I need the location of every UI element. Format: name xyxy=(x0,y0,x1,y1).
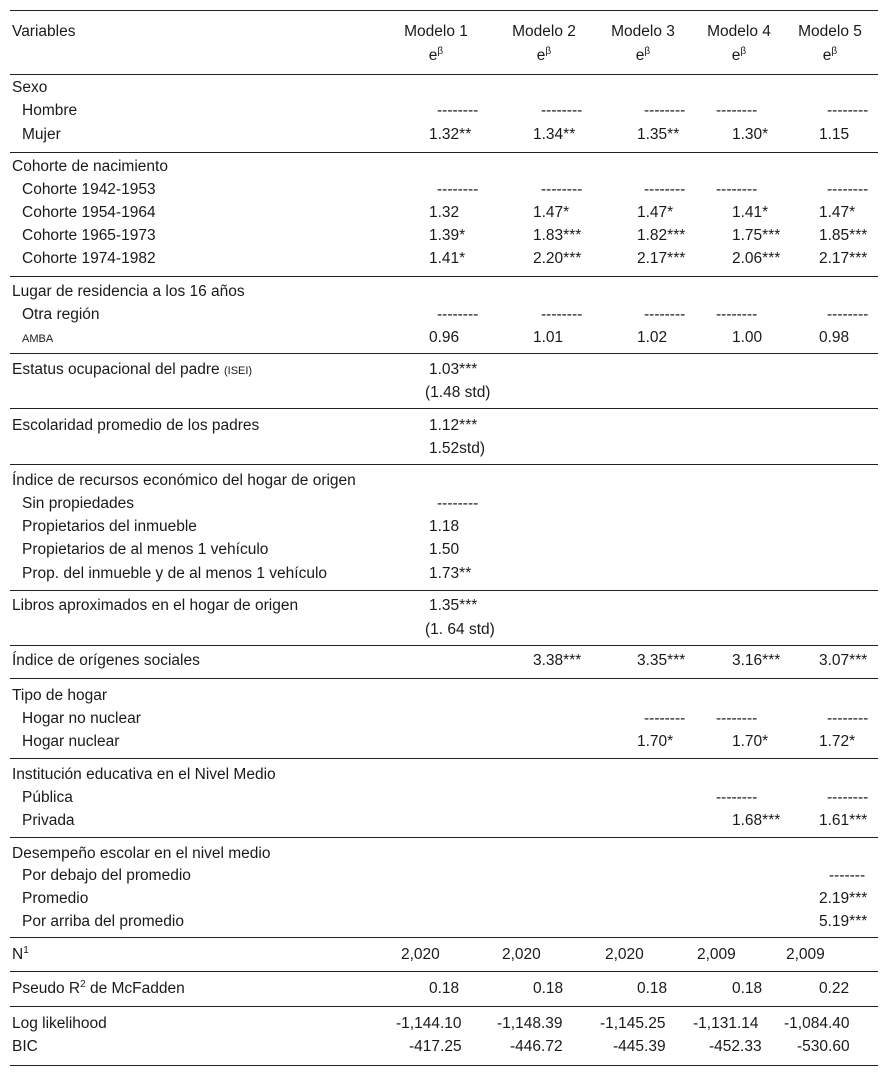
header-model-4: Modelo 4 xyxy=(707,23,771,40)
cohorte-val: 1.41* xyxy=(429,250,466,267)
escolaridad-title: Escolaridad promedio de los padres xyxy=(12,417,260,434)
n-val-5: 2,009 xyxy=(786,946,825,963)
institucion-privada-val-4: 1.68*** xyxy=(732,812,781,829)
desempeno-debajo-label: Por debajo del promedio xyxy=(22,867,191,884)
lugar-amba-label: AMBA xyxy=(22,333,54,345)
cohorte-val: 1.47* xyxy=(533,204,570,221)
header-coef-1: $e^\beta$ xyxy=(428,46,444,64)
lugar-dash-3: -------- xyxy=(644,306,686,323)
header-coef-3: $e^\beta$ xyxy=(635,46,651,64)
cohorte-val: 1.32 xyxy=(429,204,460,221)
n-val-3: 2,020 xyxy=(605,946,644,963)
cohorte-row-label: Cohorte 1954-1964 xyxy=(22,204,156,221)
cohorte-val: 2.17*** xyxy=(637,250,686,267)
cohorte-val: 1.47* xyxy=(637,204,674,221)
hogar-dash-3: -------- xyxy=(644,710,686,727)
sexo-hombre-label: Hombre xyxy=(22,102,78,119)
rule-n xyxy=(10,971,878,972)
lugar-amba-val-5: 0.98 xyxy=(819,329,850,346)
rule-estatus xyxy=(10,408,878,409)
header-variables: Variables xyxy=(12,23,76,40)
pseudo-val-1: 0.18 xyxy=(429,980,460,997)
recursos-row-label: Sin propiedades xyxy=(22,495,135,512)
rule-escolaridad xyxy=(10,464,878,465)
rule-bottom xyxy=(10,1065,878,1066)
libros-std: (1. 64 std) xyxy=(425,621,495,638)
hogar-no-nuclear-label: Hogar no nuclear xyxy=(22,710,141,727)
desempeno-promedio-val: 2.19*** xyxy=(819,890,868,907)
estatus-title: Estatus ocupacional del padre (ISEI) xyxy=(12,361,253,378)
hogar-nuclear-label: Hogar nuclear xyxy=(22,733,120,750)
bic-val-5: -530.60 xyxy=(797,1038,850,1055)
rule-header xyxy=(10,74,878,75)
n-val-2: 2,020 xyxy=(502,946,541,963)
cohorte-val: 1.75*** xyxy=(732,227,781,244)
origenes-val-2: 3.38*** xyxy=(533,652,582,669)
sexo-hombre-dash-1: -------- xyxy=(437,102,479,119)
rule-institucion xyxy=(10,837,878,838)
cohorte-dash-2: -------- xyxy=(541,181,583,198)
estatus-val: 1.03*** xyxy=(429,361,478,378)
header-coef-5: $e^\beta$ xyxy=(822,46,838,64)
lugar-amba-val-2: 1.01 xyxy=(533,329,564,346)
desempeno-arriba-label: Por arriba del promedio xyxy=(22,913,184,930)
rule-sexo xyxy=(10,152,878,153)
header-model-5: Modelo 5 xyxy=(798,23,862,40)
escolaridad-val: 1.12*** xyxy=(429,417,478,434)
sexo-hombre-dash-4: -------- xyxy=(716,102,758,119)
desempeno-dash-5: ------- xyxy=(829,867,866,884)
recursos-row-val: 1.50 xyxy=(429,541,460,558)
origenes-val-4: 3.16*** xyxy=(732,652,781,669)
lugar-otra-label: Otra región xyxy=(22,306,100,323)
ll-val-2: -1,148.39 xyxy=(497,1015,563,1032)
lugar-amba-val-3: 1.02 xyxy=(637,329,668,346)
cohorte-dash-1: -------- xyxy=(437,181,479,198)
escolaridad-std: 1.52std) xyxy=(429,440,486,457)
lugar-dash-2: -------- xyxy=(541,306,583,323)
bic-val-2: -446.72 xyxy=(510,1038,563,1055)
ll-val-4: -1,131.14 xyxy=(693,1015,759,1032)
rule-desempeno xyxy=(10,937,878,938)
bic-label: BIC xyxy=(12,1038,38,1055)
rule-recursos xyxy=(10,590,878,591)
header-coef-4: $e^\beta$ xyxy=(731,46,747,64)
institucion-publica-label: Pública xyxy=(22,789,73,806)
desempeno-promedio-label: Promedio xyxy=(22,890,89,907)
lugar-dash-1: -------- xyxy=(437,306,479,323)
hogar-nuclear-val-3: 1.70* xyxy=(637,733,674,750)
cohorte-val: 1.83*** xyxy=(533,227,582,244)
ll-val-1: -1,144.10 xyxy=(396,1015,462,1032)
header-model-2: Modelo 2 xyxy=(512,23,576,40)
bic-val-4: -452.33 xyxy=(709,1038,762,1055)
cohorte-row-label: Cohorte 1974-1982 xyxy=(22,250,156,267)
rule-hogar xyxy=(10,758,878,759)
cohorte-val: 2.06*** xyxy=(732,250,781,267)
bic-val-3: -445.39 xyxy=(613,1038,666,1055)
lugar-dash-5: -------- xyxy=(827,306,869,323)
cohorte-row-label: Cohorte 1965-1973 xyxy=(22,227,156,244)
origenes-val-5: 3.07*** xyxy=(819,652,868,669)
desempeno-arriba-val: 5.19*** xyxy=(819,913,868,930)
institucion-dash-5: -------- xyxy=(827,789,869,806)
recursos-row-val: 1.73** xyxy=(429,565,472,582)
pseudo-val-3: 0.18 xyxy=(637,980,668,997)
rule-libros xyxy=(10,645,878,646)
hogar-nuclear-val-4: 1.70* xyxy=(732,733,769,750)
lugar-title: Lugar de residencia a los 16 años xyxy=(12,283,245,300)
n-val-4: 2,009 xyxy=(697,946,736,963)
ll-val-5: -1,084.40 xyxy=(784,1015,850,1032)
libros-val: 1.35*** xyxy=(429,597,478,614)
cohorte-val: 2.20*** xyxy=(533,250,582,267)
cohorte-val: 1.39* xyxy=(429,227,466,244)
n-val-1: 2,020 xyxy=(401,946,440,963)
pseudo-val-4: 0.18 xyxy=(732,980,763,997)
libros-title: Libros aproximados en el hogar de origen xyxy=(12,597,299,614)
institucion-title: Institución educativa en el Nivel Medio xyxy=(12,766,276,783)
recursos-title: Índice de recursos económico del hogar de origen xyxy=(12,472,356,489)
hogar-dash-5: -------- xyxy=(827,710,869,727)
sexo-hombre-dash-2: -------- xyxy=(541,102,583,119)
cohorte-val: 1.85*** xyxy=(819,227,868,244)
institucion-privada-val-5: 1.61*** xyxy=(819,812,868,829)
rule-cohorte xyxy=(10,276,878,277)
hogar-title: Tipo de hogar xyxy=(12,687,108,704)
cohorte-row-label: Cohorte 1942-1953 xyxy=(22,181,156,198)
ll-label: Log likelihood xyxy=(12,1015,107,1032)
pseudo-val-5: 0.22 xyxy=(819,980,850,997)
lugar-amba-val-1: 0.96 xyxy=(429,329,460,346)
institucion-privada-label: Privada xyxy=(22,812,75,829)
pseudo-val-2: 0.18 xyxy=(533,980,564,997)
recursos-row-label: Prop. del inmueble y de al menos 1 vehículo xyxy=(22,565,328,582)
sexo-title: Sexo xyxy=(12,79,48,96)
pseudo-label: Pseudo $R^2$ de McFadden xyxy=(12,979,185,997)
cohorte-dash-5: -------- xyxy=(827,181,869,198)
sexo-hombre-dash-3: -------- xyxy=(644,102,686,119)
lugar-amba-val-4: 1.00 xyxy=(732,329,763,346)
cohorte-val: 2.17*** xyxy=(819,250,868,267)
sexo-hombre-dash-5: -------- xyxy=(827,102,869,119)
sexo-mujer-val-2: 1.34** xyxy=(533,126,576,143)
rule-top xyxy=(10,10,878,11)
n-label: $N^1$ xyxy=(12,945,29,963)
sexo-mujer-label: Mujer xyxy=(22,126,61,143)
rule-pseudo xyxy=(10,1006,878,1007)
header-coef-2: $e^\beta$ xyxy=(536,46,552,64)
lugar-dash-4: -------- xyxy=(716,306,758,323)
origenes-title: Índice de orígenes sociales xyxy=(12,652,200,669)
sexo-mujer-val-4: 1.30* xyxy=(732,126,769,143)
cohorte-val: 1.47* xyxy=(819,204,856,221)
estatus-std: (1.48 std) xyxy=(425,384,491,401)
bic-val-1: -417.25 xyxy=(409,1038,462,1055)
recursos-row-val: -------- xyxy=(437,495,479,512)
cohorte-dash-4: -------- xyxy=(716,181,758,198)
origenes-val-3: 3.35*** xyxy=(637,652,686,669)
recursos-row-label: Propietarios de al menos 1 vehículo xyxy=(22,541,269,558)
sexo-mujer-val-5: 1.15 xyxy=(819,126,850,143)
header-model-3: Modelo 3 xyxy=(611,23,675,40)
rule-origenes xyxy=(10,678,878,679)
recursos-row-label: Propietarios del inmueble xyxy=(22,518,197,535)
cohorte-title: Cohorte de nacimiento xyxy=(12,158,168,175)
recursos-row-val: 1.18 xyxy=(429,518,460,535)
desempeno-title: Desempeño escolar en el nivel medio xyxy=(12,845,271,862)
institucion-dash-4: -------- xyxy=(716,789,758,806)
hogar-nuclear-val-5: 1.72* xyxy=(819,733,856,750)
cohorte-val: 1.41* xyxy=(732,204,769,221)
ll-val-3: -1,145.25 xyxy=(600,1015,666,1032)
hogar-dash-4: -------- xyxy=(716,710,758,727)
rule-lugar xyxy=(10,353,878,354)
sexo-mujer-val-3: 1.35** xyxy=(637,126,680,143)
cohorte-val: 1.82*** xyxy=(637,227,686,244)
header-model-1: Modelo 1 xyxy=(404,23,468,40)
sexo-mujer-val-1: 1.32** xyxy=(429,126,472,143)
cohorte-dash-3: -------- xyxy=(644,181,686,198)
